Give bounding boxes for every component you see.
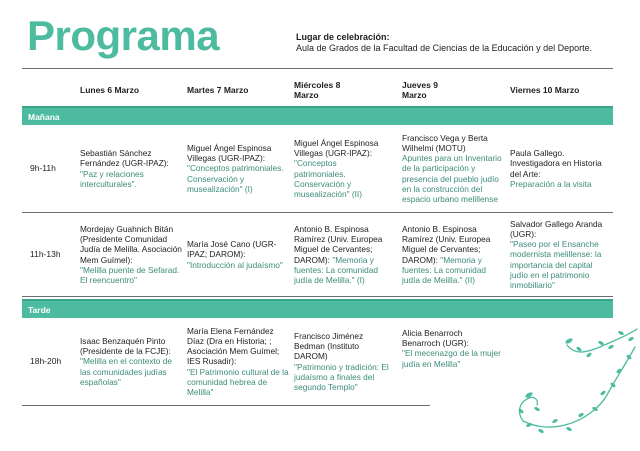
- talk-title: Preparación a la visita: [510, 178, 592, 189]
- talk-title: "Memoria y fuentes: La comunidad judía de Melilla." (I): [294, 254, 378, 285]
- session-cell: [294, 318, 394, 405]
- day-label: Miércoles 8: [294, 80, 341, 90]
- speaker: Antonio B. Espinosa Ramírez (Univ. Europea Miguel de Cervantes; DAROM):: [402, 223, 491, 265]
- session-cell: [187, 213, 287, 296]
- speaker: Isaac Benzaquén Pinto (Presidente de la FCJE):: [80, 335, 171, 357]
- session-cell: [402, 318, 502, 405]
- session-cell: [402, 125, 506, 212]
- day-label: Jueves 9: [402, 80, 438, 90]
- speaker: Francisco Jiménez Bedman (Instituto DAROM): [294, 330, 364, 362]
- page-title: Programa: [27, 12, 220, 59]
- speaker: Miguel Ángel Espinosa Villegas (UGR-IPAZ):: [294, 137, 379, 159]
- speaker: María José Cano (UGR-IPAZ; DAROM):: [187, 239, 277, 260]
- time-slot: 11h-13h: [30, 249, 61, 260]
- talk-title: "El Patrimonio cultural de la comunidad hebrea de Melilla": [187, 366, 289, 397]
- day-label-2: Marzo: [294, 90, 319, 100]
- speaker: María Elena Fernández Díaz (Dra en Historia; ; Asociación Mem Guímel; IES Rusadir):: [187, 325, 280, 367]
- venue-info: [296, 32, 592, 54]
- talk-title: "Patrimonio y tradición: El judaísmo a finales del segundo Templo": [294, 361, 389, 392]
- speaker: Mordejay Guahnich Bitán (Presidente Comunidad Judía de Melilla. Asociación Mem Guímel):: [80, 223, 182, 265]
- day-label: Martes 7 Marzo: [187, 85, 249, 95]
- speaker: Paula Gallego. Investigadora en Historia del Arte:: [510, 148, 602, 179]
- day-label-2: Marzo: [402, 90, 427, 100]
- day-header-monday: [80, 76, 180, 104]
- talk-title: Apuntes para un Inventario de la participación y presencia del pueblo judío en la construcción del espacio urbano melillense: [402, 153, 502, 204]
- talk-title: "El mecenazgo de la mujer judía en Melilla": [402, 348, 501, 369]
- day-header-friday: [510, 76, 610, 104]
- talk-title: "Melilla en el contexto de las comunidades judías españolas": [80, 356, 172, 387]
- table-row: [22, 318, 501, 406]
- speaker: Salvador Gallego Aranda (UGR):: [510, 218, 603, 239]
- speaker: Francisco Vega y Berta Wilhelmi (MOTU): [402, 132, 488, 153]
- talk-title: "Melilla puente de Sefarad. El reencuentro": [80, 264, 180, 285]
- session-cell: [510, 213, 610, 296]
- table-row: [22, 125, 613, 213]
- talk-title: "Paz y relaciones interculturales".: [80, 168, 144, 189]
- session-cell: [294, 125, 390, 212]
- talk-title: "Introducción al judaísmo": [187, 259, 283, 270]
- session-cell: [187, 318, 291, 405]
- session-cell: [80, 125, 184, 212]
- talk-title: "Conceptos patrimoniales. Conservación y musealización" (I): [187, 163, 284, 194]
- talk-title: "Paseo por el Ensanche modernista melillense: la importancia del capital judío en el patrimonio inmobiliario": [510, 239, 602, 290]
- session-cell: [402, 213, 502, 296]
- venue-label: Lugar de celebración:: [296, 32, 390, 42]
- table-row: [22, 213, 613, 297]
- vine-ornament-icon: [515, 325, 640, 451]
- session-cell: [80, 213, 184, 296]
- speaker: Miguel Ángel Espinosa Villegas (UGR-IPAZ):: [187, 142, 272, 164]
- time-slot: 18h-20h: [30, 356, 62, 367]
- header-divider: [22, 68, 613, 69]
- day-header-wednesday: [294, 76, 394, 104]
- venue-text: Aula de Grados de la Facultad de Ciencias de la Educación y del Deporte.: [296, 43, 593, 53]
- talk-title: "Memoria y fuentes: La comunidad judía de Melilla." (II): [402, 254, 486, 285]
- day-label: Lunes 6 Marzo: [80, 85, 140, 95]
- section-band-morning: Mañana: [22, 106, 613, 125]
- day-header-thursday: [402, 76, 502, 104]
- speaker: Alicia Benarroch Benarroch (UGR):: [402, 328, 469, 349]
- day-header-tuesday: [187, 76, 287, 104]
- section-band-afternoon: Tarde: [22, 299, 613, 318]
- talk-title: "Conceptos patrimoniales. Conservación y musealización" (II): [294, 158, 362, 199]
- time-slot: 9h-11h: [30, 163, 56, 174]
- day-label: Viernes 10 Marzo: [510, 85, 580, 95]
- speaker: Antonio B. Espinosa Ramírez (Univ. Europea Miguel de Cervantes; DAROM):: [294, 223, 383, 265]
- session-cell: [294, 213, 394, 296]
- session-cell: [80, 318, 184, 405]
- speaker: Sebastián Sánchez Fernández (UGR-IPAZ):: [80, 148, 169, 169]
- session-cell: [187, 125, 291, 212]
- session-cell: [510, 125, 610, 212]
- day-header-row: [22, 76, 613, 104]
